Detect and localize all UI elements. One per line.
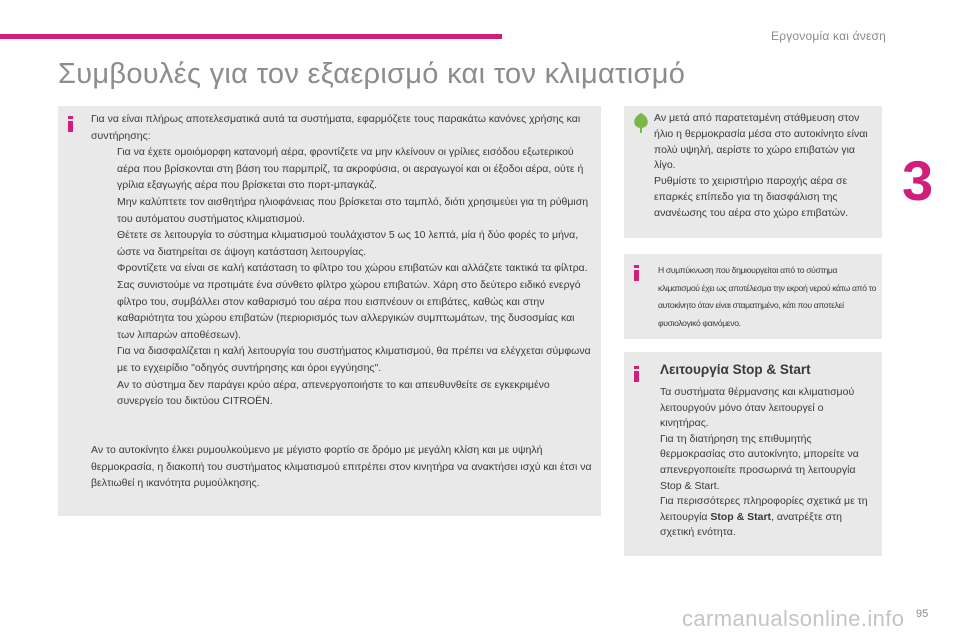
condensation-note-text: Η συμπύκνωση που δημιουργείται από το σύστημα κλιματισμού έχει ως αποτέλεσμα την εκροή νερού κάτω από το αυτοκίνητο όταν είναι σταματημένο, κάτι που αποτελεί φυσιολογικό φαινόμενο.	[658, 265, 877, 328]
towing-note-text: Αν το αυτοκίνητο έλκει ρυμουλκούμενο με μέγιστο φορτίο σε δρόμο με μεγάλη κλίση και με υψηλή θερμοκρασία, η διακοπή του συστήματος κλιματισμού επιτρέπει στον κινητήρα να ανακτήσει ισχύ και έτσι να βελτιωθεί η ικανότητα ρυμούλκησης.	[91, 444, 592, 490]
info-icon	[633, 366, 640, 382]
list-item-text: Για να διασφαλίζεται η καλή λειτουργία του συστήματος κλιματισμού, θα πρέπει να ελέγχεται σύμφωνα με το εγχειρίδιο "οδηγός συντήρησης και όροι εγγύησης".	[117, 345, 591, 374]
stop-start-text-3-prefix: Για περισσότερες πληροφορίες σχετικά με τη λειτουργία	[660, 495, 868, 523]
list-item	[91, 227, 591, 260]
stop-start-content	[660, 385, 874, 541]
list-item-text: Για να έχετε ομοιόμορφη κατανομή αέρα, φροντίζετε να μην κλείνουν οι γρίλιες εισόδου εξωτερικού αέρα που βρίσκονται στη βάση του παρμπρίζ, τα ακροφύσια, οι αεραγωγοί και οι έξοδοι αέρα, ούτε ή γρίλια εξαγωγής αέρα που βρίσκεται στο πορτ-μπαγκάζ.	[117, 146, 584, 192]
stop-start-text-3-suffix: , ανατρέξτε στη σχετική ενότητα.	[660, 510, 843, 539]
list-item	[91, 377, 591, 410]
stop-start-title: Λειτουργία Stop & Start	[660, 362, 811, 377]
watermark: carmanualsonline.info	[682, 606, 905, 631]
stop-start-text-1: Τα συστήματα θέρμανσης και κλιματισμού λειτουργούν μόνο όταν λειτουργεί ο κινητήρας.	[660, 386, 855, 430]
list-item	[91, 144, 591, 194]
eco-tip-text-1: Αν μετά από παρατεταμένη στάθμευση στον ήλιο η θερμοκρασία μέσα στο αυτοκίνητο είναι πολύ υψηλή, αερίστε το χώρο επιβατών για λίγο.	[654, 112, 868, 172]
list-item-text: Αν το σύστημα δεν παράγει κρύο αέρα, απενεργοποιήστε το και απευθυνθείτε σε εγκεκριμένο συνεργείο του δικτύου CITROËN.	[117, 378, 550, 408]
main-intro-text: Για να είναι πλήρως αποτελεσματικά αυτά τα συστήματα, εφαρμόζετε τους παρακάτω κανόνες χρήσης και συντήρησης:	[91, 113, 581, 142]
list-item	[91, 260, 591, 343]
list-item-extra-text: Σας συνιστούμε να προτιμάτε ένα σύνθετο φίλτρο χώρου επιβατών. Χάρη στο δεύτερο ειδικό ενεργό φίλτρο του, συμβάλλει στον καθαρισμό του αέρα που εισπνέουν οι επιβάτες, καθώς και στην καθαριότητα του χώρου επιβατών (περιορισμός των αλλεργικών συμπτωμάτων, της δυσοσμίας και των λιπαρών αποθέσεων).	[117, 278, 581, 341]
stop-start-text-3-bold: Stop & Start	[710, 510, 772, 523]
list-item-text: Θέτετε σε λειτουργία το σύστημα κλιματισμού τουλάχιστον 5 ως 10 λεπτά, μία ή δύο φορές το μήνα, ώστε να διατηρείται σε άψογη κατάσταση λειτουργίας.	[117, 229, 579, 258]
section-name: Εργονομία και άνεση	[771, 29, 886, 43]
stop-start-text-2: Για τη διατήρηση της επιθυμητής θερμοκρασίας στο αυτοκίνητο, μπορείτε να απενεργοποιείτε προσωρινά τη λειτουργία Stop & Start.	[660, 432, 859, 492]
eco-tip-content	[654, 111, 878, 222]
list-item-text: Φροντίζετε να είναι σε καλή κατάσταση το φίλτρο του χώρου επιβατών και αλλάζετε τακτικά τα φίλτρα.	[117, 262, 588, 275]
list-item-text: Μην καλύπτετε τον αισθητήρα ηλιοφάνειας που βρίσκεται στο ταμπλό, διότι χρησιμεύει για τη ρύθμιση του αυτόματου συστήματος κλιματισμού.	[117, 195, 589, 225]
info-icon	[633, 265, 640, 281]
chapter-number: 3	[902, 149, 934, 212]
page-title: Συμβουλές για τον εξαερισμό και τον κλιματισμό	[58, 58, 686, 90]
list-item	[91, 343, 591, 376]
eco-tip-text-2: Ρυθμίστε το χειριστήριο παροχής αέρα σε επαρκές επίπεδο για τη διασφάλιση της ανανέωσης του αέρα στο χώρο επιβατών.	[654, 175, 849, 219]
tips-list	[91, 144, 591, 410]
main-info-content	[91, 111, 591, 410]
page-number: 95	[916, 608, 929, 620]
top-accent-bar	[0, 34, 502, 39]
info-icon	[67, 116, 74, 132]
stop-start-text-3	[660, 494, 874, 541]
list-item	[91, 194, 591, 227]
leaf-icon	[632, 112, 650, 134]
